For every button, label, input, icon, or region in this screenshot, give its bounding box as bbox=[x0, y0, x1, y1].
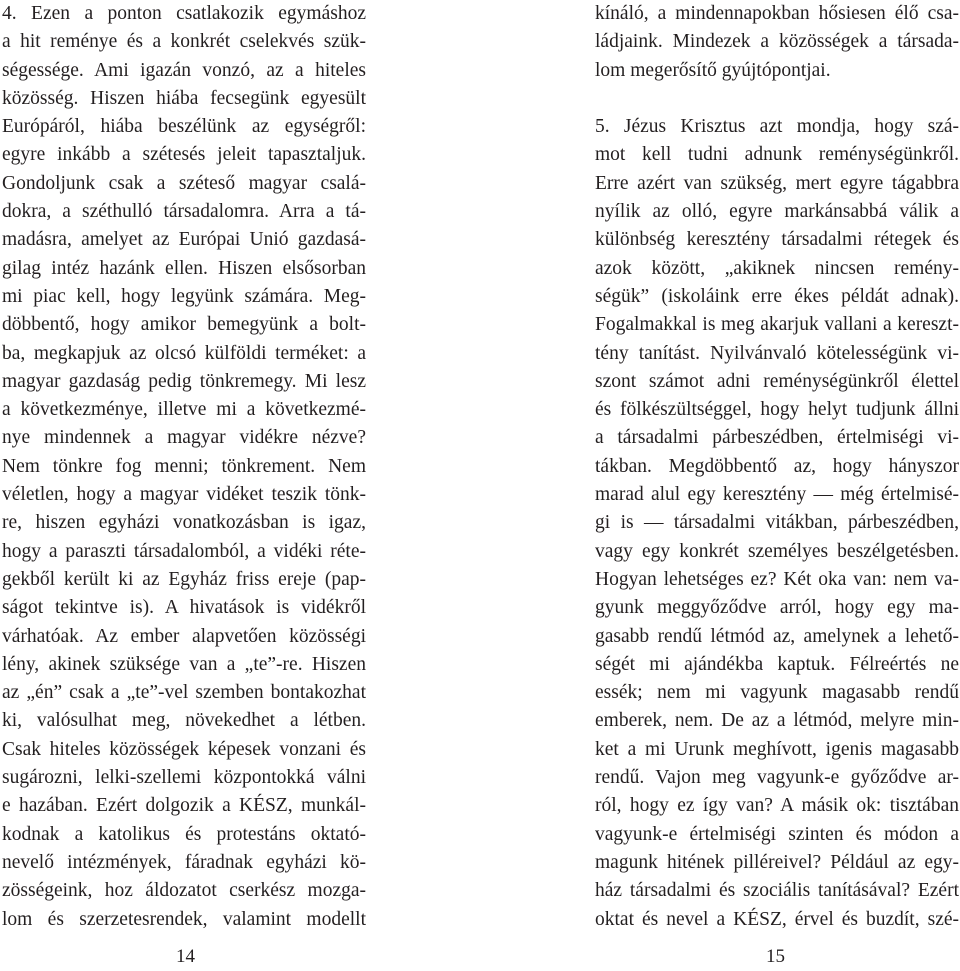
text-line: ki, valósulhat meg, növekedhet a létben. bbox=[2, 710, 366, 732]
text-line: gi is — társadalmi vitákban, párbeszédben, bbox=[595, 512, 959, 534]
left-page-text bbox=[2, 0, 366, 934]
text-line: a társadalmi párbeszédben, értelmiségi vi- bbox=[595, 427, 959, 449]
text-line: az „én” csak a „te”-vel szemben bontakozhat bbox=[2, 682, 366, 704]
text-line: 4. Ezen a ponton csatlakozik egymáshoz bbox=[2, 3, 366, 24]
text-line: véletlen, hogy a magyar vidéket teszik tönk- bbox=[2, 484, 366, 506]
text-line: lom és szerzetesrendek, valamint modellt bbox=[2, 908, 366, 930]
text-line: mot kell tudni adnunk reménységünkről. bbox=[595, 144, 959, 166]
text-line: döbbentő, hogy amikor bemegyünk a bolt- bbox=[2, 314, 366, 336]
text-line: ról, hogy ez így van? A másik ok: tisztában bbox=[595, 795, 959, 817]
page-number-left: 14 bbox=[176, 946, 195, 967]
text-line: azok között, „akiknek nincsen remény- bbox=[595, 257, 959, 279]
text-line: gilag intéz hazánk ellen. Hiszen elsősorban bbox=[2, 257, 366, 279]
text-line: Csak hiteles közösségek képesek vonzani és bbox=[2, 738, 366, 760]
text-line: 5. Jézus Krisztus azt mondja, hogy szá- bbox=[595, 116, 959, 138]
text-line: mi piac kell, hogy legyünk számára. Meg- bbox=[2, 285, 366, 307]
right-page-text bbox=[595, 0, 959, 934]
text-line: Gondoljunk csak a széteső magyar csalá- bbox=[2, 172, 366, 194]
text-line: különbség keresztény társadalmi rétegek és bbox=[595, 229, 959, 251]
text-line: rendű. Vajon meg vagyunk-e győződve ar- bbox=[595, 767, 959, 789]
text-line: vagyunk-e értelmiségi szinten és módon a bbox=[595, 823, 959, 845]
text-line: hogy a paraszti társadalomból, a vidéki réte- bbox=[2, 540, 366, 562]
text-line: essék; nem mi vagyunk magasabb rendű bbox=[595, 682, 959, 704]
text-line: lény, akinek szüksége van a „te”-re. Hiszen bbox=[2, 653, 366, 675]
text-line: Nem tönkre fog menni; tönkrement. Nem bbox=[2, 455, 366, 477]
text-line: ládjaink. Mindezek a közösségek a társada- bbox=[595, 31, 959, 53]
text-line: zösségeink, hoz áldozatot cserkész mozga- bbox=[2, 880, 366, 902]
text-line: kínáló, a mindennapokban hősiesen élő csa- bbox=[595, 3, 959, 24]
text-line: madásra, amelyet az Európai Unió gazdasá- bbox=[2, 229, 366, 251]
text-line: emberek, nem. De az a létmód, melyre min- bbox=[595, 710, 959, 732]
text-line: vagy egy konkrét személyes beszélgetésben. bbox=[595, 540, 959, 562]
text-line: nevelő intézmények, fáradnak egyházi kö- bbox=[2, 851, 366, 873]
text-line: ba, megkapjuk az olcsó külföldi terméket: a bbox=[2, 342, 366, 364]
text-line: ségét mi ajándékba kaptuk. Félreértés ne bbox=[595, 653, 959, 675]
text-line: Európáról, hiába beszélünk az egységről: bbox=[2, 116, 366, 138]
text-line: ségessége. Ami igazán vonzó, az a hiteles bbox=[2, 59, 366, 81]
text-line: gasabb rendű létmód az, amelynek a lehető- bbox=[595, 625, 959, 647]
text-line: oktat és nevel a KÉSZ, érvel és buzdít, szé- bbox=[595, 908, 959, 930]
text-line: gyunk meggyőződve arról, hogy egy ma- bbox=[595, 597, 959, 619]
page-number-right: 15 bbox=[766, 946, 785, 967]
text-line: közösség. Hiszen hiába fecsegünk egyesült bbox=[2, 87, 366, 109]
text-line: lom megerősítő gyújtópontjai. bbox=[595, 59, 831, 81]
text-line: nye mindennek a magyar vidékre nézve? bbox=[2, 427, 366, 449]
paragraph-break bbox=[595, 85, 959, 113]
text-line: várhatóak. Az ember alapvetően közösségi bbox=[2, 625, 366, 647]
text-line: gekből került ki az Egyház friss ereje (pap- bbox=[2, 568, 366, 590]
text-line: dokra, a széthulló társadalomra. Arra a tá- bbox=[2, 201, 366, 223]
text-line: magyar gazdaság pedig tönkremegy. Mi lesz bbox=[2, 370, 366, 392]
text-line: marad alul egy keresztény — még értelmisé- bbox=[595, 484, 959, 506]
text-line: a következménye, illetve mi a következmé- bbox=[2, 399, 366, 421]
text-line: sugározni, lelki-szellemi központokká válni bbox=[2, 767, 366, 789]
text-line: ket a mi Urunk meghívott, igenis magasabb bbox=[595, 738, 959, 760]
text-line: Fogalmakkal is meg akarjuk vallani a kereszt- bbox=[595, 314, 959, 336]
text-line: tény tanítást. Nyilvánvaló kötelességünk vi- bbox=[595, 342, 959, 364]
text-line: és fölkészültséggel, hogy helyt tudjunk állni bbox=[595, 399, 959, 421]
text-line: szont számot adni reménységünkről élettel bbox=[595, 370, 959, 392]
text-line: tákban. Megdöbbentő az, hogy hányszor bbox=[595, 455, 959, 477]
text-line: ház társadalmi és szociális tanításával? Ezért bbox=[595, 880, 959, 902]
text-line: Erre azért van szükség, mert egyre tágabbra bbox=[595, 172, 959, 194]
text-line: re, hiszen egyházi vonatkozásban is igaz, bbox=[2, 512, 366, 534]
text-line: Hogyan lehetséges ez? Két oka van: nem va- bbox=[595, 568, 959, 590]
text-line: a hit reménye és a konkrét cselekvés szük- bbox=[2, 31, 366, 53]
text-line: magunk hitének pilléreivel? Például az egy- bbox=[595, 851, 959, 873]
text-line: kodnak a katolikus és protestáns oktató- bbox=[2, 823, 366, 845]
text-line: ságot tekintve is). A hivatások is vidékről bbox=[2, 597, 366, 619]
text-line: egyre inkább a szétesés jeleit tapasztaljuk. bbox=[2, 144, 366, 166]
text-line: e hazában. Ezért dolgozik a KÉSZ, munkál- bbox=[2, 795, 366, 817]
text-line: ségük” (iskoláink erre ékes példát adnak). bbox=[595, 285, 959, 307]
text-line: nyílik az olló, egyre markánsabbá válik a bbox=[595, 201, 959, 223]
